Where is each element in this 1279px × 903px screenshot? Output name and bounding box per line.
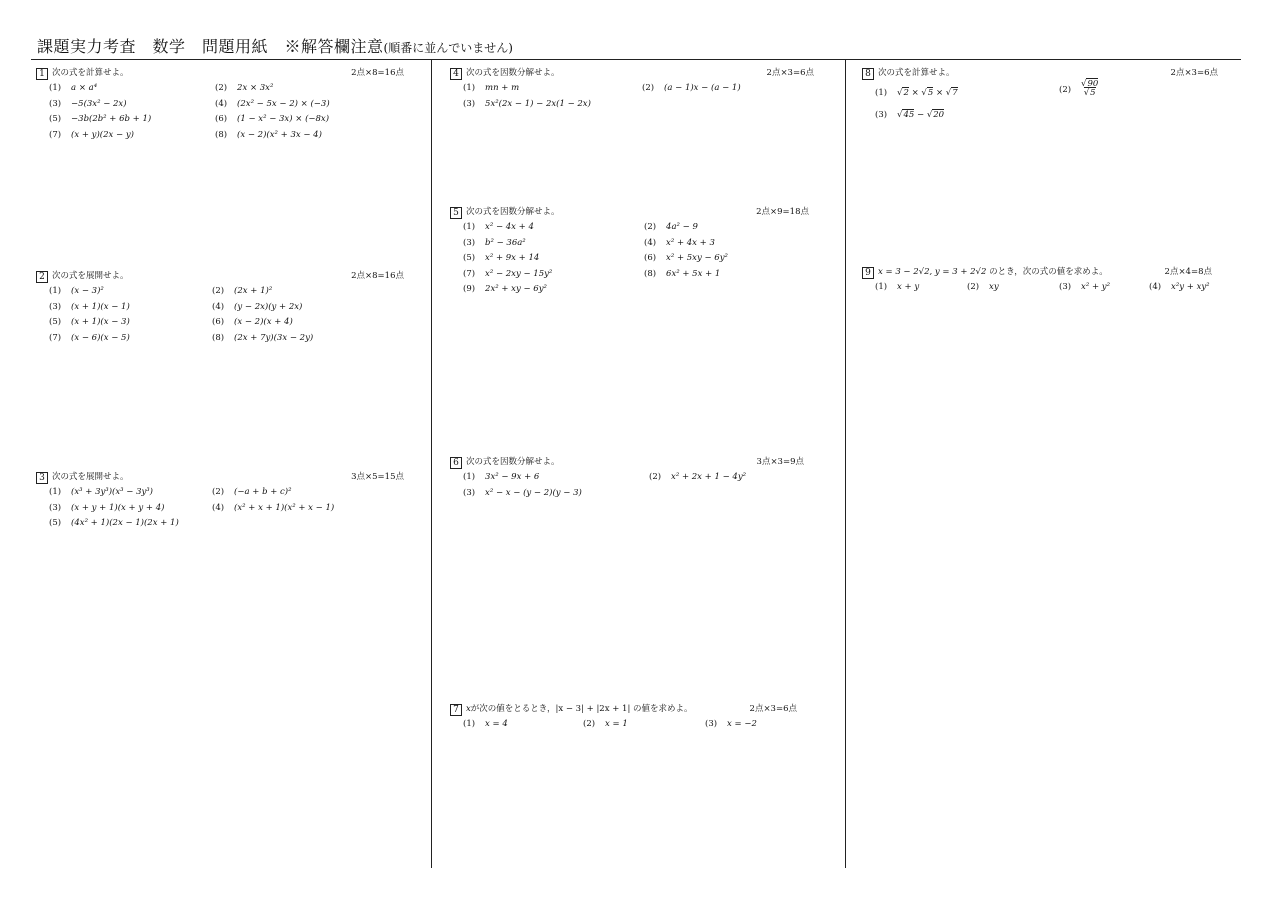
problem-5	[450, 205, 809, 298]
question-item	[212, 284, 405, 300]
problem-score: 2点×3=6点	[766, 68, 814, 78]
question-item	[463, 236, 644, 252]
question-list	[49, 81, 404, 143]
problem-3	[36, 470, 404, 532]
problem-variable: x	[466, 704, 471, 714]
question-label: (2)	[212, 487, 225, 497]
question-label: (6)	[212, 317, 225, 327]
question-label: (1)	[463, 719, 476, 729]
question-item	[49, 516, 212, 532]
radicand: 7	[952, 88, 958, 98]
question-expression: x² − 2xy − 15y²	[485, 268, 553, 279]
fraction-numerator: √90	[1081, 79, 1099, 89]
question-item	[49, 331, 212, 347]
question-item	[644, 236, 804, 252]
question-expression: (y − 2x)(y + 2x)	[234, 301, 303, 312]
problem-7	[450, 702, 797, 733]
question-label: (1)	[875, 282, 888, 292]
question-label: (2)	[215, 83, 228, 93]
question-item	[212, 300, 405, 316]
question-expression: (4x² + 1)(2x − 1)(2x + 1)	[71, 518, 179, 528]
page-title	[37, 34, 513, 57]
problem-number: 2	[36, 271, 48, 283]
question-item	[49, 501, 212, 517]
problem-instruction: 次の式を因数分解せよ。	[466, 68, 560, 78]
question-item	[212, 331, 405, 347]
question-label: (5)	[463, 253, 476, 263]
question-item	[875, 280, 967, 296]
question-expression: x²y + xy²	[1171, 282, 1210, 292]
question-label: (2)	[212, 286, 225, 296]
question-item	[212, 315, 405, 331]
question-item	[49, 315, 212, 331]
question-expression: (2x + 1)²	[234, 286, 273, 296]
question-label: (7)	[463, 268, 476, 279]
problem-number: 9	[862, 267, 874, 279]
question-expression: (−a + b + c)²	[234, 487, 292, 497]
problem-score: 2点×3=6点	[749, 704, 797, 714]
question-label: (4)	[212, 502, 225, 513]
question-expression: (x³ + 3y³)(x³ − 3y³)	[71, 487, 154, 497]
question-item	[215, 81, 405, 97]
question-label: (1)	[49, 286, 62, 296]
question-item	[705, 717, 805, 733]
question-item	[215, 128, 405, 144]
fraction	[1081, 80, 1098, 98]
question-label: (2)	[642, 83, 655, 93]
question-item	[212, 501, 405, 517]
question-item: (3) √45 − √20	[875, 109, 945, 120]
question-label: (1)	[463, 222, 476, 232]
question-list	[463, 470, 804, 501]
question-item	[463, 470, 649, 486]
question-item	[463, 282, 644, 298]
question-expression: a × a⁴	[71, 83, 98, 93]
problem-score: 2点×8=16点	[351, 68, 404, 78]
question-item	[49, 300, 212, 316]
question-item	[463, 717, 583, 733]
question-label: (1)	[463, 83, 476, 93]
problem-instruction: 次の式を展開せよ。	[52, 472, 129, 482]
problem-number: 7	[450, 704, 462, 716]
problem-score: 3点×5=15点	[351, 472, 404, 482]
question-expression: x² + y²	[1081, 282, 1110, 292]
question-item	[463, 251, 644, 267]
question-item	[1149, 280, 1219, 296]
radicand: 20	[933, 109, 945, 120]
column-divider-1	[431, 60, 432, 868]
problem-header	[36, 269, 404, 283]
radicand: 2	[903, 88, 909, 98]
question-item	[1059, 80, 1219, 102]
question-label: (3)	[463, 98, 476, 109]
question-item	[463, 220, 644, 236]
question-item	[644, 220, 804, 236]
question-label: (6)	[644, 253, 657, 263]
question-expression: (2x + 7y)(3x − 2y)	[234, 332, 314, 343]
question-label: (8)	[215, 129, 228, 140]
problem-number: 5	[450, 207, 462, 219]
question-label: (7)	[49, 129, 62, 140]
question-label: (5)	[49, 317, 62, 327]
question-item: (1) √2 × √5 × √7	[875, 88, 958, 98]
question-expression: 3x² − 9x + 6	[485, 472, 540, 482]
fraction-denominator: √5	[1083, 88, 1096, 98]
question-label: (7)	[49, 332, 62, 343]
question-item	[967, 280, 1059, 296]
question-label: (1)	[875, 88, 888, 98]
column-divider-2	[845, 60, 846, 868]
question-label: (6)	[215, 114, 228, 124]
question-expression: 2x² + xy − 6y²	[485, 284, 547, 294]
question-item	[215, 112, 405, 128]
question-item	[49, 128, 215, 144]
question-expression: x² − 4x + 4	[485, 222, 534, 232]
question-item	[649, 470, 809, 486]
question-label: (5)	[49, 518, 62, 528]
question-label: (5)	[49, 114, 62, 124]
title-main: 課題実力考査 数学 問題用紙 ※解答欄注意	[37, 37, 384, 56]
question-label: (3)	[463, 237, 476, 248]
question-label: (3)	[705, 719, 718, 729]
question-item	[49, 81, 215, 97]
problem-header	[450, 205, 809, 219]
question-expression: xy	[989, 282, 999, 292]
radicand: 5	[1090, 88, 1096, 98]
question-expression: x² + 9x + 14	[485, 253, 540, 263]
question-item	[463, 486, 649, 502]
question-list	[875, 79, 1218, 123]
question-item	[463, 81, 642, 97]
question-expression: x² + 4x + 3	[666, 237, 715, 248]
problem-instruction: 次の式を因数分解せよ。	[466, 457, 560, 467]
question-item	[49, 112, 215, 128]
question-expression: (x + 1)(x − 3)	[71, 317, 130, 327]
question-list	[463, 81, 814, 112]
problem-instruction: 次の式を因数分解せよ。	[466, 207, 560, 217]
problem-header	[450, 702, 797, 716]
problem-score: 3点×3=9点	[756, 457, 804, 467]
problem-header	[36, 470, 404, 484]
problem-instruction: 次の式を計算せよ。	[878, 68, 955, 78]
problem-score: 2点×8=16点	[351, 271, 404, 281]
question-item	[644, 267, 804, 283]
question-label: (1)	[49, 83, 62, 93]
question-list	[49, 485, 404, 532]
question-label: (2)	[649, 472, 662, 482]
question-expression: x² − x − (y − 2)(y − 3)	[485, 487, 582, 498]
problem-number: 4	[450, 68, 462, 80]
question-item	[463, 267, 644, 283]
question-expression: mn + m	[485, 83, 520, 93]
question-expression: 6x² + 5x + 1	[666, 268, 721, 279]
problem-9	[862, 265, 1212, 296]
question-label: (3)	[49, 301, 62, 312]
question-expression: (x + y)(2x − y)	[71, 129, 134, 140]
question-item	[463, 97, 642, 113]
problem-2	[36, 269, 404, 346]
header-rule	[31, 59, 1241, 60]
problem-header	[450, 66, 814, 80]
problem-4	[450, 66, 814, 112]
question-label: (1)	[49, 487, 62, 497]
question-label: (4)	[644, 237, 657, 248]
problem-instruction: 次の式を展開せよ。	[52, 271, 129, 281]
problem-score: 2点×4=8点	[1164, 267, 1212, 277]
problem-number: 3	[36, 472, 48, 484]
problem-instruction: が次の値をとるとき，|x − 3| + |2x + 1| の値を求めよ。	[470, 704, 693, 714]
radicand: 45	[903, 109, 915, 120]
question-label: (2)	[967, 282, 980, 292]
question-item	[49, 97, 215, 113]
question-expression: (x − 6)(x − 5)	[71, 332, 130, 343]
question-label: (4)	[1149, 282, 1162, 292]
problem-instruction: 次の式を計算せよ。	[52, 68, 129, 78]
question-label: (2)	[1059, 84, 1072, 95]
question-label: (4)	[212, 301, 225, 312]
question-expression: x = 1	[605, 719, 628, 729]
question-item	[642, 81, 812, 97]
problem-6	[450, 455, 804, 501]
question-label: (3)	[463, 487, 476, 498]
question-item	[212, 485, 405, 501]
question-item	[49, 284, 212, 300]
problem-number: 1	[36, 68, 48, 80]
radicand: 90	[1087, 79, 1099, 89]
problem-header	[450, 455, 804, 469]
question-expression: (x − 3)²	[71, 286, 104, 296]
question-expression: 4a² − 9	[666, 222, 698, 232]
question-list	[49, 284, 404, 346]
question-label: (4)	[215, 98, 228, 109]
problem-header	[862, 66, 1218, 80]
problem-header	[862, 265, 1212, 279]
question-expression: 2x × 3x²	[237, 83, 274, 93]
question-item	[49, 485, 212, 501]
question-expression: −5(3x² − 2x)	[71, 98, 127, 109]
question-list	[875, 280, 1212, 296]
question-item	[583, 717, 705, 733]
question-expression: (x − 2)(x + 4)	[234, 317, 293, 327]
problem-number: 8	[862, 68, 874, 80]
question-label: (3)	[875, 109, 888, 120]
question-expression: (x + 1)(x − 1)	[71, 301, 130, 312]
question-expression: (x + y + 1)(x + y + 4)	[71, 502, 165, 513]
question-expression: x + y	[897, 282, 920, 292]
problem-header	[36, 66, 404, 80]
question-expression: (1 − x² − 3x) × (−8x)	[237, 114, 330, 124]
title-note: (順番に並んでいません)	[383, 41, 513, 55]
problem-number: 6	[450, 457, 462, 469]
question-expression: (x² + x + 1)(x² + x − 1)	[234, 502, 335, 513]
problem-score: 2点×3=6点	[1170, 68, 1218, 78]
question-expression: x = −2	[727, 719, 757, 729]
question-expression: (x − 2)(x² + 3x − 4)	[237, 129, 322, 140]
problem-8	[862, 66, 1218, 123]
question-expression: x² + 2x + 1 − 4y²	[671, 472, 747, 482]
question-label: (8)	[212, 332, 225, 343]
question-item	[644, 251, 804, 267]
question-expression: b² − 36a²	[485, 237, 526, 248]
question-list	[463, 717, 797, 733]
question-item	[1059, 280, 1149, 296]
question-item	[215, 97, 405, 113]
problem-1	[36, 66, 404, 143]
question-expression: (a − 1)x − (a − 1)	[664, 83, 741, 93]
question-label: (3)	[1059, 282, 1072, 292]
question-expression: x² + 5xy − 6y²	[666, 253, 728, 263]
question-expression: (2x² − 5x − 2) × (−3)	[237, 98, 330, 109]
question-label: (8)	[644, 268, 657, 279]
problem-score: 2点×9=18点	[756, 207, 809, 217]
question-label: (2)	[644, 222, 657, 232]
problem-condition: x = 3 − 2√2, y = 3 + 2√2	[878, 267, 987, 277]
question-expression: −3b(2b² + 6b + 1)	[71, 114, 152, 124]
question-expression: 5x²(2x − 1) − 2x(1 − 2x)	[485, 98, 591, 109]
question-label: (1)	[463, 472, 476, 482]
radicand: 5	[927, 88, 934, 98]
question-label: (3)	[49, 502, 62, 513]
question-expression: x = 4	[485, 719, 508, 729]
question-list	[463, 220, 809, 298]
problem-instruction: のとき，次の式の値を求めよ。	[986, 267, 1108, 277]
question-label: (9)	[463, 284, 476, 294]
question-label: (2)	[583, 719, 596, 729]
question-label: (3)	[49, 98, 62, 109]
